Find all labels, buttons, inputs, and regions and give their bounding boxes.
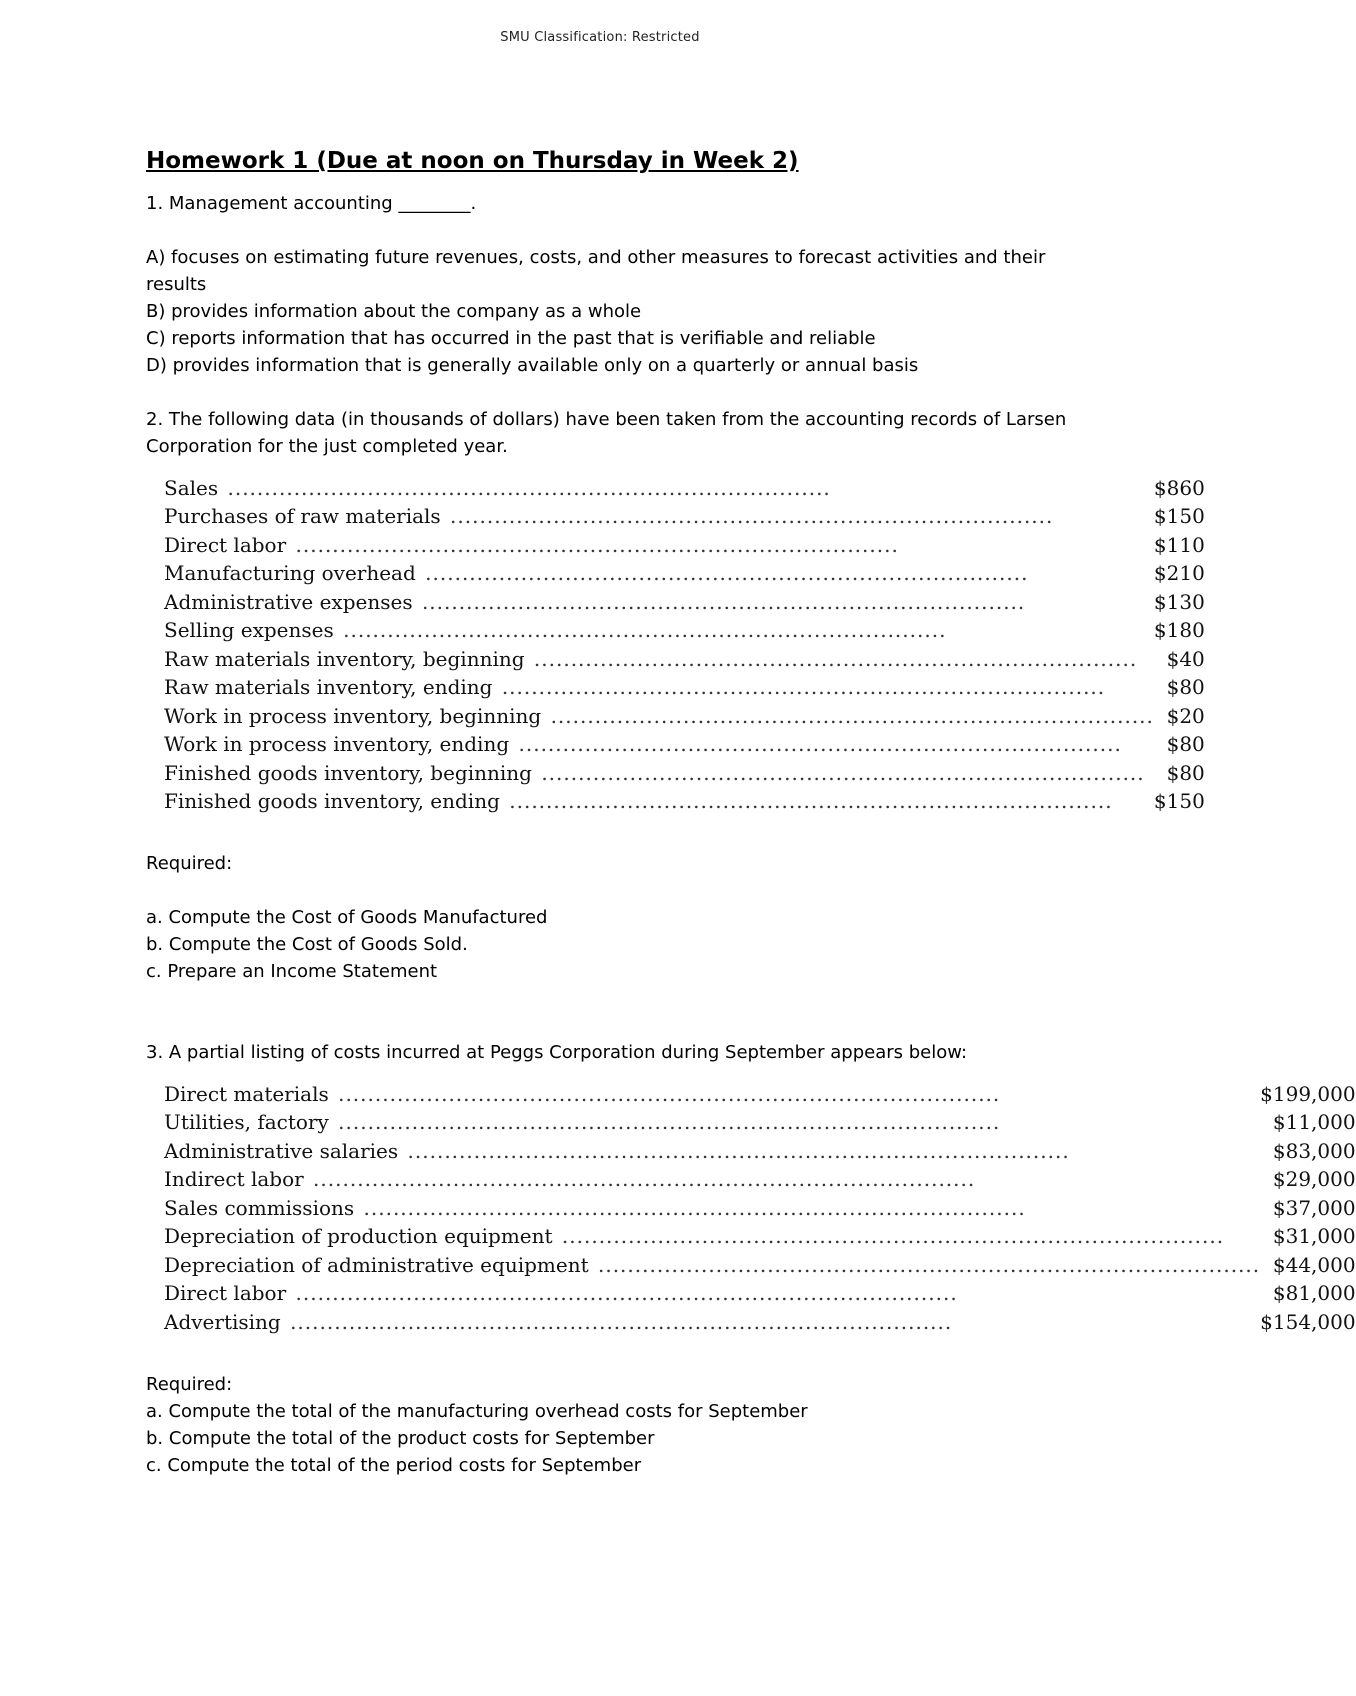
row-amount: $210 — [1153, 561, 1205, 586]
question-3 — [146, 1039, 1356, 1479]
row-label: Depreciation of administrative equipment .......................................................................................... — [164, 1252, 1261, 1277]
table-row — [164, 1223, 1356, 1252]
table-row — [164, 503, 1205, 532]
table-row — [164, 588, 1205, 617]
row-amount: $80 — [1166, 760, 1205, 785]
row-label: Purchases of raw materials .................................................................................. — [164, 504, 1054, 529]
row-amount: $860 — [1153, 475, 1205, 500]
q1-option-c: C) reports information that has occurred in the past that is verifiable and reliable — [146, 328, 876, 349]
row-amount: $83,000 — [1272, 1138, 1356, 1163]
table-row — [164, 1194, 1356, 1223]
classification-header: SMU Classification: Restricted — [500, 30, 700, 45]
row-amount: $40 — [1166, 646, 1205, 671]
table-row — [164, 617, 1205, 646]
row-label: Finished goods inventory, beginning .................................................................................. — [164, 760, 1145, 785]
table-row — [164, 560, 1205, 589]
row-label: Indirect labor .......................................................................................... — [164, 1167, 976, 1192]
table-row — [164, 731, 1205, 760]
row-amount: $44,000 — [1272, 1252, 1356, 1277]
row-amount: $37,000 — [1272, 1195, 1356, 1220]
table-row — [164, 788, 1205, 817]
row-amount: $80 — [1166, 675, 1205, 700]
table-row — [164, 674, 1205, 703]
table-row — [164, 1280, 1356, 1309]
q3-required-a: a. Compute the total of the manufacturing overhead costs for September — [146, 1400, 808, 1422]
row-label: Sales .................................................................................. — [164, 475, 831, 500]
row-amount: $130 — [1153, 589, 1205, 614]
table-row — [164, 1080, 1356, 1109]
row-label: Direct materials .......................................................................................... — [164, 1081, 1001, 1106]
row-amount: $81,000 — [1272, 1281, 1356, 1306]
row-label: Advertising .......................................................................................... — [164, 1309, 953, 1334]
row-label: Finished goods inventory, ending .................................................................................. — [164, 789, 1113, 814]
q3-intro: 3. A partial listing of costs incurred at Peggs Corporation during September appears below: — [146, 1042, 968, 1063]
row-amount: $31,000 — [1272, 1224, 1356, 1249]
q2-required-b: b. Compute the Cost of Goods Sold. — [146, 934, 468, 955]
table-row — [164, 1251, 1356, 1280]
table-row — [164, 531, 1205, 560]
table-row — [164, 645, 1205, 674]
row-amount: $150 — [1153, 789, 1205, 814]
row-label: Depreciation of production equipment .......................................................................................... — [164, 1224, 1225, 1249]
row-label: Work in process inventory, ending .................................................................................. — [164, 732, 1122, 757]
row-amount: $20 — [1166, 703, 1205, 728]
q2-required-label: Required: — [146, 853, 233, 874]
q3-required-label: Required: — [146, 1373, 233, 1395]
row-label: Utilities, factory .......................................................................................... — [164, 1110, 1001, 1135]
table-row — [164, 1308, 1356, 1337]
table-row — [164, 474, 1205, 503]
row-amount: $29,000 — [1272, 1167, 1356, 1192]
row-amount: $11,000 — [1272, 1110, 1356, 1135]
page-title: Homework 1 (Due at noon on Thursday in Week 2) — [146, 148, 799, 174]
row-label: Manufacturing overhead .................................................................................. — [164, 561, 1029, 586]
row-label: Selling expenses .................................................................................. — [164, 618, 947, 643]
q1-question: 1. Management accounting ________. — [146, 193, 477, 214]
row-amount: $80 — [1166, 732, 1205, 757]
row-label: Administrative expenses .................................................................................. — [164, 589, 1026, 614]
q1-option-a: A) focuses on estimating future revenues, costs, and other measures to forecast activities and their results — [146, 247, 1046, 295]
q1-option-b: B) provides information about the company as a whole — [146, 301, 642, 322]
row-amount: $180 — [1153, 618, 1205, 643]
table-row — [164, 702, 1205, 731]
row-label: Work in process inventory, beginning .................................................................................. — [164, 703, 1154, 728]
q2-data-table — [164, 474, 1205, 816]
row-amount: $154,000 — [1260, 1309, 1356, 1334]
document-body — [146, 146, 1356, 1479]
row-label: Direct labor .......................................................................................... — [164, 1281, 958, 1306]
row-label: Sales commissions .......................................................................................... — [164, 1195, 1026, 1220]
row-amount: $199,000 — [1260, 1081, 1356, 1106]
row-label: Direct labor .................................................................................. — [164, 532, 899, 557]
q3-required-c: c. Compute the total of the period costs for September — [146, 1454, 642, 1476]
q2-required-c: c. Prepare an Income Statement — [146, 961, 438, 982]
q2-intro: 2. The following data (in thousands of dollars) have been taken from the accounting records of Larsen Corporation for the just completed year. — [146, 409, 1067, 457]
q2-required-a: a. Compute the Cost of Goods Manufactured — [146, 907, 548, 928]
question-1 — [146, 190, 1086, 379]
q1-option-d: D) provides information that is generally available only on a quarterly or annual basis — [146, 355, 919, 376]
q3-required-b: b. Compute the total of the product costs for September — [146, 1427, 655, 1449]
row-label: Administrative salaries .......................................................................................... — [164, 1138, 1070, 1163]
q3-cost-table — [164, 1080, 1356, 1337]
table-row — [164, 1166, 1356, 1195]
row-label: Raw materials inventory, ending .................................................................................. — [164, 675, 1106, 700]
table-row — [164, 1109, 1356, 1138]
row-label: Raw materials inventory, beginning .................................................................................. — [164, 646, 1138, 671]
table-row — [164, 759, 1205, 788]
row-amount: $150 — [1153, 504, 1205, 529]
row-amount: $110 — [1153, 532, 1205, 557]
question-2 — [146, 406, 1205, 985]
table-row — [164, 1137, 1356, 1166]
